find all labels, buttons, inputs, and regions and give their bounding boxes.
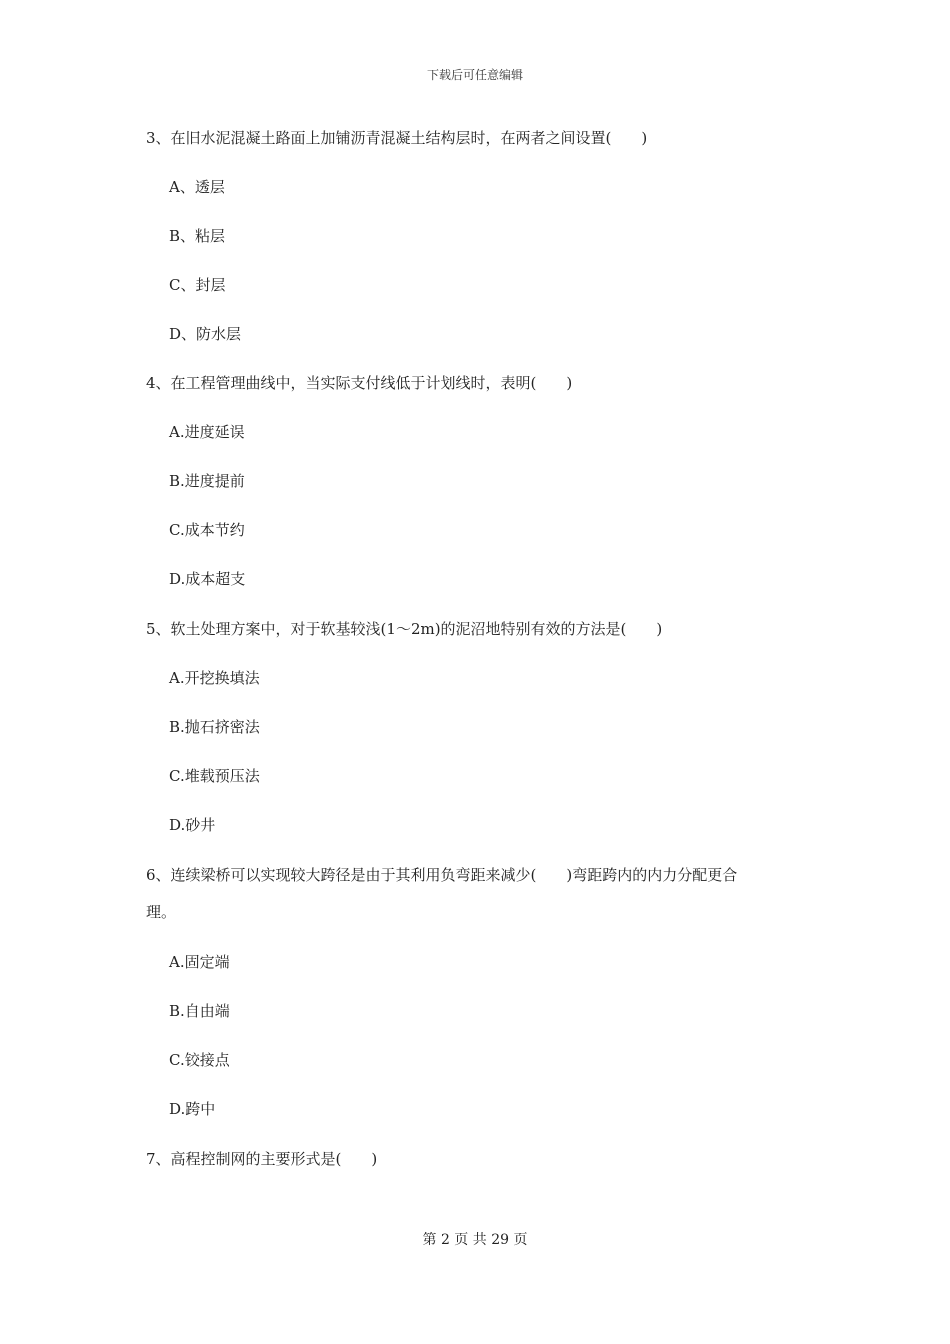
question-3-stem: 3、在旧水泥混凝土路面上加铺沥青混凝土结构层时，在两者之间设置( ): [146, 129, 648, 147]
question-3-option-a: A、透层: [169, 178, 225, 196]
question-6-option-c: C.铰接点: [169, 1051, 230, 1069]
question-4-stem: 4、在工程管理曲线中，当实际支付线低于计划线时，表明( ): [146, 374, 573, 392]
question-4-option-a: A.进度延误: [169, 423, 245, 441]
question-6-option-b: B.自由端: [169, 1002, 230, 1020]
question-5-option-c: C.堆载预压法: [169, 767, 260, 785]
question-6-stem: 6、连续梁桥可以实现较大跨径是由于其利用负弯距来减少( )弯距跨内的内力分配更合: [146, 866, 738, 884]
question-4-option-d: D.成本超支: [169, 570, 246, 588]
question-5-stem: 5、软土处理方案中，对于软基较浅(1～2m)的泥沼地特别有效的方法是( ): [146, 620, 663, 638]
question-4-option-b: B.进度提前: [169, 472, 245, 490]
question-6-stem-continued: 理。: [146, 903, 177, 921]
question-3-option-c: C、封层: [169, 276, 226, 294]
question-4-option-c: C.成本节约: [169, 521, 245, 539]
question-5-option-a: A.开挖换填法: [169, 669, 260, 687]
question-5-option-b: B.抛石挤密法: [169, 718, 260, 736]
question-5-option-d: D.砂井: [169, 816, 216, 834]
question-3-option-d: D、防水层: [169, 325, 242, 343]
question-6-option-d: D.跨中: [169, 1100, 216, 1118]
question-6-option-a: A.固定端: [169, 953, 230, 971]
question-3-option-b: B、粘层: [169, 227, 226, 245]
page-footer: 第 2 页 共 29 页: [422, 1232, 528, 1248]
question-7-stem: 7、高程控制网的主要形式是( ): [146, 1150, 378, 1168]
page-header: 下载后可任意编辑: [426, 68, 523, 82]
